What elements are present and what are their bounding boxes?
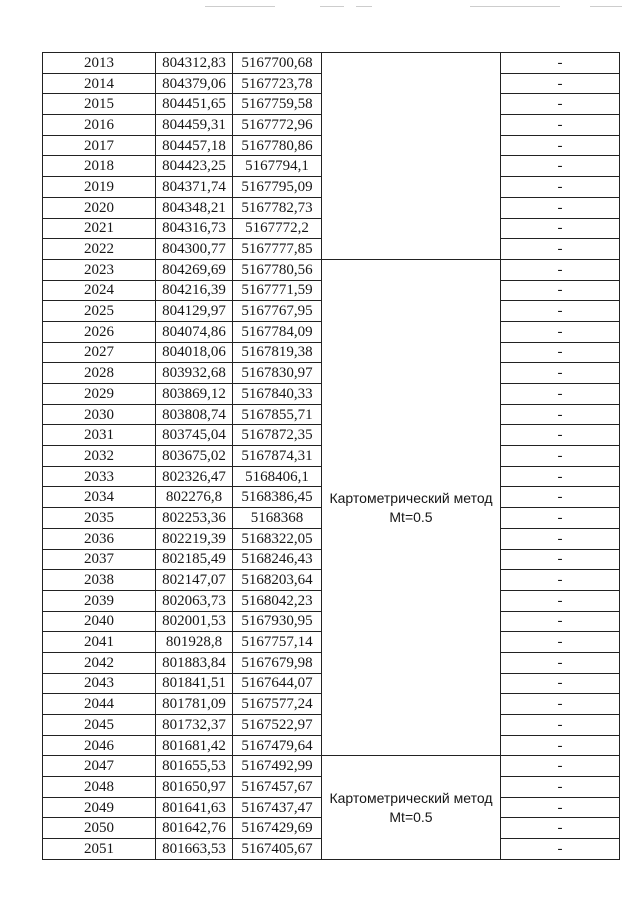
mark-cell: - (501, 94, 620, 115)
mark-cell: - (501, 777, 620, 798)
coordinate-2-cell: 5167780,56 (233, 259, 322, 280)
point-number-cell: 2051 (43, 839, 156, 860)
coordinate-2-cell: 5167819,38 (233, 342, 322, 363)
mark-cell: - (501, 425, 620, 446)
table-body (43, 53, 620, 860)
coordinate-1-cell: 801655,53 (156, 756, 233, 777)
point-number-cell: 2036 (43, 528, 156, 549)
point-number-cell: 2022 (43, 239, 156, 260)
coordinate-1-cell: 802253,36 (156, 508, 233, 529)
point-number-cell: 2040 (43, 611, 156, 632)
method-accuracy: Mt=0.5 (389, 508, 433, 525)
coordinate-1-cell: 804451,65 (156, 94, 233, 115)
coordinate-1-cell: 804018,06 (156, 342, 233, 363)
coordinate-1-cell: 801642,76 (156, 818, 233, 839)
coordinate-1-cell: 802147,07 (156, 570, 233, 591)
mark-cell: - (501, 115, 620, 136)
coordinate-2-cell: 5167874,31 (233, 446, 322, 467)
mark-cell: - (501, 239, 620, 260)
point-number-cell: 2017 (43, 135, 156, 156)
mark-cell: - (501, 73, 620, 94)
point-number-cell: 2021 (43, 218, 156, 239)
mark-cell: - (501, 321, 620, 342)
point-number-cell: 2049 (43, 797, 156, 818)
point-number-cell: 2033 (43, 466, 156, 487)
mark-cell: - (501, 715, 620, 736)
coordinate-2-cell: 5167644,07 (233, 673, 322, 694)
scan-artifact-line (356, 6, 372, 7)
point-number-cell: 2031 (43, 425, 156, 446)
mark-cell: - (501, 694, 620, 715)
point-number-cell: 2035 (43, 508, 156, 529)
coordinate-2-cell: 5167679,98 (233, 652, 322, 673)
coordinate-1-cell: 802219,39 (156, 528, 233, 549)
method-name: Картометрический метод (329, 489, 493, 506)
coordinate-1-cell: 802185,49 (156, 549, 233, 570)
point-number-cell: 2034 (43, 487, 156, 508)
coordinate-2-cell: 5168406,1 (233, 466, 322, 487)
coordinate-2-cell: 5167771,59 (233, 280, 322, 301)
coordinate-1-cell: 804348,21 (156, 197, 233, 218)
point-number-cell: 2050 (43, 818, 156, 839)
coordinate-1-cell: 802326,47 (156, 466, 233, 487)
coordinate-1-cell: 803808,74 (156, 404, 233, 425)
mark-cell: - (501, 797, 620, 818)
coordinate-1-cell: 802276,8 (156, 487, 233, 508)
scan-artifact-line (205, 6, 275, 7)
mark-cell: - (501, 404, 620, 425)
coordinate-2-cell: 5167795,09 (233, 177, 322, 198)
method-accuracy: Mt=0.5 (389, 808, 433, 825)
mark-cell: - (501, 342, 620, 363)
mark-cell: - (501, 446, 620, 467)
coordinate-2-cell: 5167757,14 (233, 632, 322, 653)
coordinate-2-cell: 5167794,1 (233, 156, 322, 177)
scan-artifact-line (470, 6, 560, 7)
coordinates-table (42, 52, 620, 860)
coordinate-2-cell: 5167872,35 (233, 425, 322, 446)
point-number-cell: 2047 (43, 756, 156, 777)
coordinate-1-cell: 801681,42 (156, 735, 233, 756)
coordinate-1-cell: 803932,68 (156, 363, 233, 384)
coordinate-1-cell: 804300,77 (156, 239, 233, 260)
point-number-cell: 2014 (43, 73, 156, 94)
coordinate-2-cell: 5168386,45 (233, 487, 322, 508)
coordinate-2-cell: 5167767,95 (233, 301, 322, 322)
mark-cell: - (501, 652, 620, 673)
point-number-cell: 2043 (43, 673, 156, 694)
method-cell-empty (322, 53, 501, 260)
mark-cell: - (501, 280, 620, 301)
coordinate-1-cell: 804379,06 (156, 73, 233, 94)
mark-cell: - (501, 632, 620, 653)
point-number-cell: 2024 (43, 280, 156, 301)
mark-cell: - (501, 384, 620, 405)
coordinate-1-cell: 804269,69 (156, 259, 233, 280)
coordinate-1-cell: 801732,37 (156, 715, 233, 736)
coordinate-2-cell: 5167772,2 (233, 218, 322, 239)
mark-cell: - (501, 135, 620, 156)
mark-cell: - (501, 549, 620, 570)
coordinate-1-cell: 801928,8 (156, 632, 233, 653)
point-number-cell: 2020 (43, 197, 156, 218)
mark-cell: - (501, 363, 620, 384)
point-number-cell: 2046 (43, 735, 156, 756)
mark-cell: - (501, 466, 620, 487)
point-number-cell: 2032 (43, 446, 156, 467)
coordinate-1-cell: 804312,83 (156, 53, 233, 74)
mark-cell: - (501, 735, 620, 756)
mark-cell: - (501, 590, 620, 611)
point-number-cell: 2037 (43, 549, 156, 570)
coordinate-1-cell: 804371,74 (156, 177, 233, 198)
coordinate-2-cell: 5167437,47 (233, 797, 322, 818)
coordinate-1-cell: 802001,53 (156, 611, 233, 632)
mark-cell: - (501, 528, 620, 549)
point-number-cell: 2044 (43, 694, 156, 715)
coordinate-2-cell: 5167522,97 (233, 715, 322, 736)
mark-cell: - (501, 818, 620, 839)
mark-cell: - (501, 218, 620, 239)
coordinate-2-cell: 5167780,86 (233, 135, 322, 156)
coordinate-1-cell: 804423,25 (156, 156, 233, 177)
coordinate-2-cell: 5167855,71 (233, 404, 322, 425)
coordinate-1-cell: 804316,73 (156, 218, 233, 239)
point-number-cell: 2038 (43, 570, 156, 591)
coordinate-2-cell: 5167577,24 (233, 694, 322, 715)
mark-cell: - (501, 53, 620, 74)
point-number-cell: 2015 (43, 94, 156, 115)
table-row (43, 53, 620, 74)
coordinate-2-cell: 5168246,43 (233, 549, 322, 570)
scan-artifact-line (590, 6, 622, 7)
mark-cell: - (501, 508, 620, 529)
point-number-cell: 2027 (43, 342, 156, 363)
coordinate-1-cell: 801663,53 (156, 839, 233, 860)
point-number-cell: 2019 (43, 177, 156, 198)
point-number-cell: 2030 (43, 404, 156, 425)
coordinate-1-cell: 802063,73 (156, 590, 233, 611)
coordinate-2-cell: 5167492,99 (233, 756, 322, 777)
coordinate-2-cell: 5167723,78 (233, 73, 322, 94)
coordinate-1-cell: 804074,86 (156, 321, 233, 342)
coordinate-1-cell: 804129,97 (156, 301, 233, 322)
point-number-cell: 2028 (43, 363, 156, 384)
mark-cell: - (501, 197, 620, 218)
coordinate-1-cell: 801781,09 (156, 694, 233, 715)
mark-cell: - (501, 611, 620, 632)
method-name: Картометрический метод (329, 789, 493, 806)
point-number-cell: 2023 (43, 259, 156, 280)
mark-cell: - (501, 487, 620, 508)
point-number-cell: 2041 (43, 632, 156, 653)
mark-cell: - (501, 756, 620, 777)
coordinate-1-cell: 804459,31 (156, 115, 233, 136)
coordinate-1-cell: 803675,02 (156, 446, 233, 467)
coordinate-1-cell: 801883,84 (156, 652, 233, 673)
coordinate-1-cell: 801650,97 (156, 777, 233, 798)
coordinate-2-cell: 5167784,09 (233, 321, 322, 342)
coordinate-2-cell: 5167429,69 (233, 818, 322, 839)
mark-cell: - (501, 301, 620, 322)
coordinate-1-cell: 803745,04 (156, 425, 233, 446)
point-number-cell: 2018 (43, 156, 156, 177)
coordinate-2-cell: 5167830,97 (233, 363, 322, 384)
coordinate-2-cell: 5167930,95 (233, 611, 322, 632)
point-number-cell: 2029 (43, 384, 156, 405)
point-number-cell: 2025 (43, 301, 156, 322)
coordinate-2-cell: 5167405,67 (233, 839, 322, 860)
table-row (43, 259, 620, 280)
point-number-cell: 2026 (43, 321, 156, 342)
coordinate-2-cell: 5167759,58 (233, 94, 322, 115)
coordinate-1-cell: 801841,51 (156, 673, 233, 694)
point-number-cell: 2016 (43, 115, 156, 136)
coordinate-1-cell: 804457,18 (156, 135, 233, 156)
mark-cell: - (501, 177, 620, 198)
point-number-cell: 2013 (43, 53, 156, 74)
scan-artifact-line (320, 6, 344, 7)
mark-cell: - (501, 259, 620, 280)
coordinate-1-cell: 804216,39 (156, 280, 233, 301)
coordinate-2-cell: 5167777,85 (233, 239, 322, 260)
coordinate-2-cell: 5168203,64 (233, 570, 322, 591)
coordinate-2-cell: 5168042,23 (233, 590, 322, 611)
coordinate-2-cell: 5167782,73 (233, 197, 322, 218)
point-number-cell: 2048 (43, 777, 156, 798)
method-cell (322, 756, 501, 859)
coordinate-2-cell: 5167479,64 (233, 735, 322, 756)
table-row (43, 756, 620, 777)
point-number-cell: 2045 (43, 715, 156, 736)
coordinate-1-cell: 803869,12 (156, 384, 233, 405)
coordinate-2-cell: 5168368 (233, 508, 322, 529)
mark-cell: - (501, 570, 620, 591)
coordinate-2-cell: 5168322,05 (233, 528, 322, 549)
point-number-cell: 2039 (43, 590, 156, 611)
method-cell (322, 259, 501, 756)
coordinate-2-cell: 5167772,96 (233, 115, 322, 136)
mark-cell: - (501, 839, 620, 860)
coordinate-2-cell: 5167840,33 (233, 384, 322, 405)
coordinate-1-cell: 801641,63 (156, 797, 233, 818)
mark-cell: - (501, 673, 620, 694)
coordinate-2-cell: 5167457,67 (233, 777, 322, 798)
point-number-cell: 2042 (43, 652, 156, 673)
coordinate-2-cell: 5167700,68 (233, 53, 322, 74)
mark-cell: - (501, 156, 620, 177)
